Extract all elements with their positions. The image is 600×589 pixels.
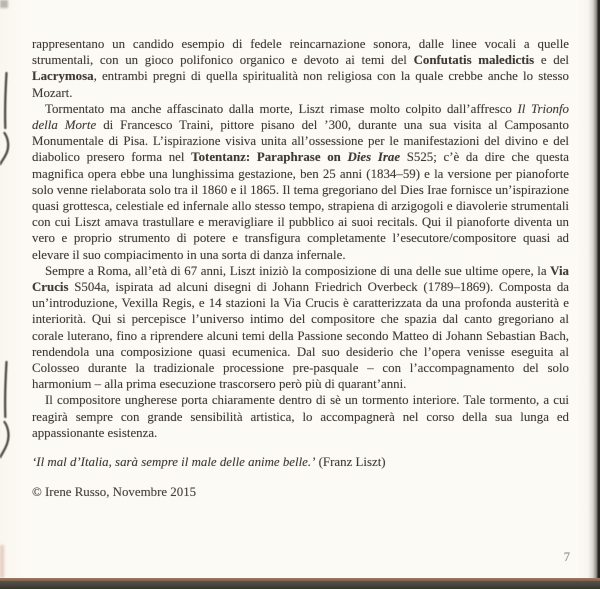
page-edge-shadow-right <box>588 0 600 589</box>
scan-smudge-artifact <box>0 545 4 578</box>
scan-edge-dark-bottom <box>0 581 600 589</box>
paragraph: Tormentato ma anche affascinato dalla morte, Liszt rimase molto colpito dall’affresco Il Trionfo della Morte di Francesco Traini, pittore pisano del ’300, durante una sua visita al Camposanto Monumentale di Pisa. L’ispirazione visiva unita all’ossessione per le manifestazioni del divino e del diabolico presero forma nel Totentanz: Paraphrase on Dies Irae S525; c’è da dire che questa magnifica opera ebbe una lunghissima gestazione, ben 25 anni (1834–59) e la versione per pianoforte solo venne rielaborata solo tra il 1860 e il 1865. Il tema gregoriano del Dies Irae fornisce un’ispirazione quasi grottesca, celestiale ed infernale allo stesso tempo, strapiena di arzigogoli e diavolerie strumentali con cui Liszt amava trastullare e meravigliare il pubblico ai suoi recitals. Qui il pianoforte diventa un vero e proprio strumento di potere e transfigura completamente l’esecutore/compositore quasi ad elevare il suo compiacimento in una sorta di danza infernale. <box>32 101 569 262</box>
paragraph: rappresentano un candido esempio di fedele reincarnazione sonora, dalle linee vocali a quelle strumentali, con un gioco polifonico organico e devoto ai temi del Confutatis maledictis e del Lacrymosa, entrambi pregni di quella spiritualità non religiosa con la quale crebbe anche lo stesso Mozart. <box>32 37 569 100</box>
liszt-quote <box>32 454 569 470</box>
copyright-line: © Irene Russo, Novembre 2015 <box>32 485 197 500</box>
paragraph: Il compositore ungherese porta chiaramente dentro di sè un tormento interiore. Tale tormento, a cui reagirà sempre con grande sensibilità artistica, lo accompagnerà nel corso della sua lunga ed appassionante esistenza. <box>32 393 569 440</box>
binding-mark-artifacts <box>0 0 14 589</box>
quote-attribution: (Franz Liszt) <box>315 455 386 470</box>
article-text <box>32 36 569 500</box>
page-number: 7 <box>563 550 570 564</box>
quote-italic-text: ‘Il mal d’Italia, sarà sempre il male delle anime belle.’ <box>32 455 316 470</box>
paragraph: Sempre a Roma, all’età di 67 anni, Liszt iniziò la composizione di una delle sue ultime opere, la Via Crucis S504a, ispirata ad alcuni disegni di Johann Friedrich Overbeck (1789–1869). Composta da un’introduzione, Vexilla Regis, e 14 stazioni la Via Crucis è caratterizzata da una profonda austerità e interiorità. Qui si percepisce l’universo intimo del compositore che spazia dal canto gregoriano al corale luterano, fino a riprendere alcuni temi della Passione secondo Matteo di Johann Sebastian Bach, rendendola una composizione quasi ecumenica. Dal suo desiderio che l’opera venisse eseguita al Colosseo durante la tradizionale processione pre-pasquale – con l’accompagnamento del solo harmonium – alla prima esecuzione trascorsero però più di quarant’anni. <box>32 263 569 392</box>
